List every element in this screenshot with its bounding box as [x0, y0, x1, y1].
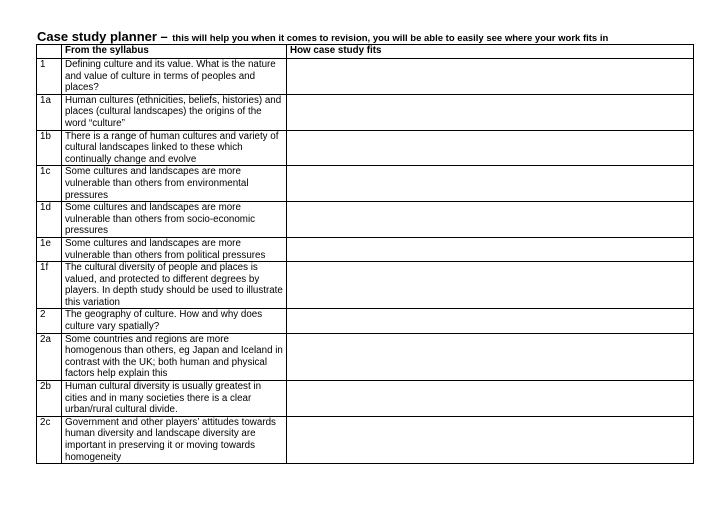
syllabus-cell: The geography of culture. How and why does culture vary spatially?: [62, 309, 287, 333]
row-number: 2c: [37, 416, 62, 463]
row-number: 2: [37, 309, 62, 333]
row-number: 1f: [37, 262, 62, 309]
table-row: [37, 333, 694, 380]
syllabus-cell: Defining culture and its value. What is the nature and value of culture in terms of peoples and places?: [62, 59, 287, 95]
fits-cell[interactable]: [287, 202, 694, 238]
syllabus-cell: Human cultures (ethnicities, beliefs, histories) and places (cultural landscapes) the origins of the word “culture”: [62, 94, 287, 130]
table-row: [37, 166, 694, 202]
header-number: [37, 45, 62, 59]
fits-cell[interactable]: [287, 130, 694, 166]
row-number: 1c: [37, 166, 62, 202]
fits-cell[interactable]: [287, 381, 694, 417]
fits-cell[interactable]: [287, 262, 694, 309]
table-header-row: [37, 45, 694, 59]
fits-cell[interactable]: [287, 166, 694, 202]
table-row: [37, 94, 694, 130]
row-number: 2b: [37, 381, 62, 417]
fits-cell[interactable]: [287, 59, 694, 95]
table-row: [37, 309, 694, 333]
case-study-table: [36, 44, 694, 464]
syllabus-cell: Government and other players’ attitudes towards human diversity and landscape diversity are important in preserving it or moving towards homogeneity: [62, 416, 287, 463]
table-row: [37, 262, 694, 309]
table-row: [37, 381, 694, 417]
page-subtitle: this will help you when it comes to revision, you will be able to easily see where your work fits in: [172, 33, 609, 44]
syllabus-cell: Human cultural diversity is usually greatest in cities and in many societies there is a clear urban/rural cultural divide.: [62, 381, 287, 417]
table-row: [37, 237, 694, 261]
fits-cell[interactable]: [287, 416, 694, 463]
row-number: 1b: [37, 130, 62, 166]
fits-cell[interactable]: [287, 237, 694, 261]
row-number: 1d: [37, 202, 62, 238]
page-title: Case study planner –: [37, 29, 168, 44]
header-fits: How case study fits: [287, 45, 694, 59]
table-row: [37, 416, 694, 463]
syllabus-cell: The cultural diversity of people and places is valued, and protected to different degrees by players. In depth study should be used to illustrate this variation: [62, 262, 287, 309]
syllabus-cell: Some countries and regions are more homogenous than others, eg Japan and Iceland in contrast with the UK; both human and physical factors help explain this: [62, 333, 287, 380]
table-row: [37, 202, 694, 238]
row-number: 2a: [37, 333, 62, 380]
table-row: [37, 130, 694, 166]
syllabus-cell: Some cultures and landscapes are more vulnerable than others from political pressures: [62, 237, 287, 261]
fits-cell[interactable]: [287, 309, 694, 333]
fits-cell[interactable]: [287, 94, 694, 130]
table-row: [37, 59, 694, 95]
syllabus-cell: There is a range of human cultures and variety of cultural landscapes linked to these which continually change and evolve: [62, 130, 287, 166]
fits-cell[interactable]: [287, 333, 694, 380]
syllabus-cell: Some cultures and landscapes are more vulnerable than others from environmental pressures: [62, 166, 287, 202]
row-number: 1a: [37, 94, 62, 130]
header-syllabus: From the syllabus: [62, 45, 287, 59]
row-number: 1e: [37, 237, 62, 261]
syllabus-cell: Some cultures and landscapes are more vulnerable than others from socio-economic pressures: [62, 202, 287, 238]
row-number: 1: [37, 59, 62, 95]
